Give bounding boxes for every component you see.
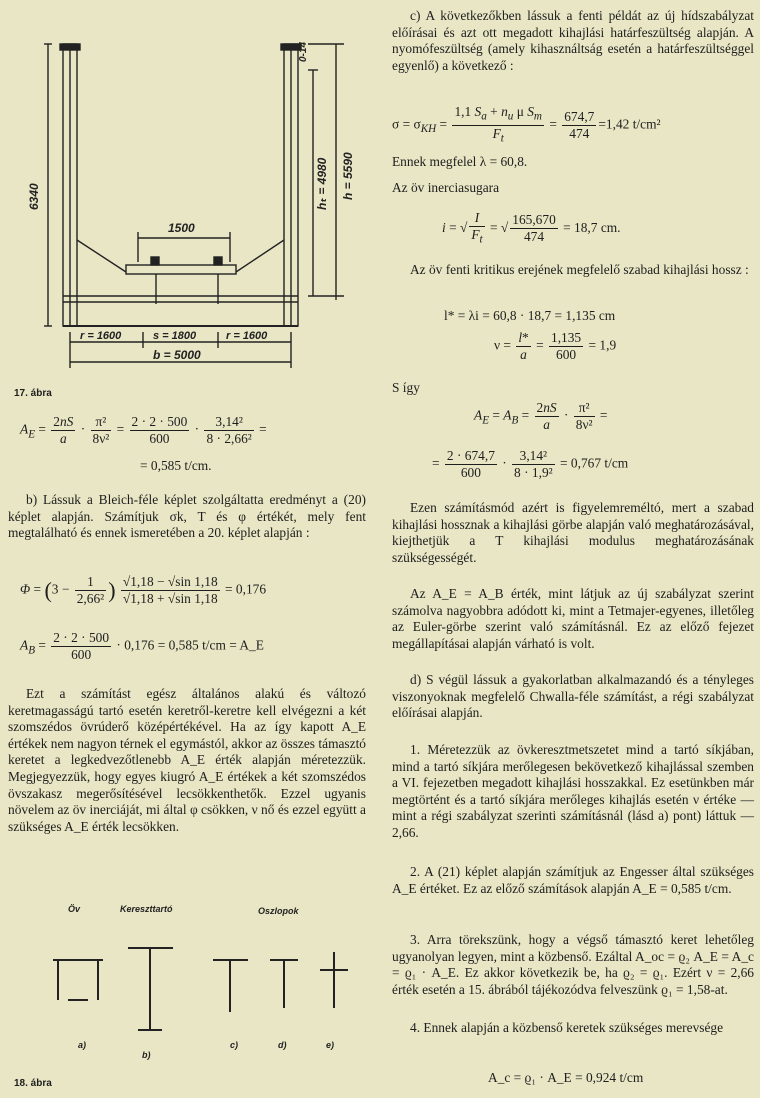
inertia-intro: Az öv inerciasugara	[392, 180, 500, 195]
dim-s: s = 1800	[153, 330, 197, 342]
dim-ht: hₜ = 4980	[315, 157, 329, 210]
dim-h: h = 5590	[341, 152, 355, 200]
paragraph-c: c) A következőkben lássuk a fenti példát az új hídszabályzat előírásai és azt ott megadott kihajlási határfeszültség alapján. A nyomófeszültség (amely kihasználtság esetén a határfeszültséggel egyenlő) a következő :	[392, 8, 754, 73]
paragraph-crit: Az öv fenti kritikus erejének megfelelő szabad kihajlási hossz :	[410, 262, 749, 277]
equation-final: A_c = ϱ₁ · A_E = 0,924 t/cm	[488, 1070, 644, 1085]
equation-ae-numeric: = $\frac{2 \cdot 674,7}{600}$ · $\frac{\text{3,14²}}{\text{8 · 1,9²}}$ = 0,767 t/cm	[432, 448, 629, 480]
figure-18-sections-drawing	[8, 900, 368, 1070]
nu-result: = 1,9	[588, 337, 617, 353]
fig18-label-a: a)	[78, 1040, 87, 1050]
dim-top: 0-14	[298, 41, 309, 62]
figure-17-frame-drawing	[8, 0, 368, 380]
fig18-label-ov: Öv	[68, 904, 81, 914]
s-igy: S így	[392, 380, 420, 395]
ae-result: = 0,767 t/cm	[560, 455, 629, 471]
equation-ab: $A_B$ = $\frac{2 \cdot 2 \cdot 500}{600}$ · 0,176 = 0,585 t/cm = A_E	[20, 630, 264, 662]
paragraph-d: d) S végül lássuk a gyakorlatban alkalmazandó és a tényleges viszonyoknak megfelelő Chwalla-féle számítást, a régi szabályzat előírásai alapján.	[392, 672, 754, 721]
paragraph-main: Ezt a számítást egész általános alakú és változó keretmagasságú tartó esetén keretről-keretre kell elvégezni a két szomszédos övrúderő középértékével. Ha az így kapott A_E értékek nem nagyon térnek el egymástól, akkor az összes támasztó keretet a legkedvezőtlenebb A_E érték alapján méretezzük. Megjegyezzük, hogy egyes kiugró A_E értékek a két szomszédos övszakasz megerősítésével lecsökkenthetők. Ezzel ugyanis növelem az öv inerciáját, mi által φ csökken, ν nő és ezzel együtt a szükséges A_E érték lecsökken.	[8, 686, 366, 834]
dim-1500: 1500	[168, 221, 195, 235]
item-2: 2. A (21) képlet alapján számítjuk az Engesser által szükséges A_E értéket. Ez az előző számítások alapján A_E = 0,585 t/cm.	[392, 864, 754, 896]
dim-r2: r = 1600	[226, 330, 268, 342]
fig18-label-e: e)	[326, 1040, 335, 1050]
ab-result: · 0,176 = 0,585 t/cm = A_E	[116, 637, 264, 653]
fig18-label-kereszttarto: Kereszttartó	[120, 904, 173, 914]
fig18-label-oszlopok: Oszlopok	[258, 906, 299, 916]
item-3: 3. Arra törekszünk, hogy a végső támasztó keret lehetőleg ugyanolyan legyen, mint a közbenső. Ezáltal A_oc = ϱ₂ A_E = A_c = ϱ₁ · A_E. Ez akkor következik be, ha ϱ₂ = ϱ₁. Ezért ν = 2,66 érték esetén a 15. ábrából tájékozódva felveszünk ϱ₁ = 1,58-at.	[392, 932, 754, 997]
i-result: = 18,7 cm.	[563, 219, 621, 235]
phi-result: = 0,176	[225, 581, 267, 597]
equation-phi: Φ = (3 − $\frac{1}{\text{2,66²}}$ ) $\frac{√1,18 - √\sin 1,18}{√1,18 + √\sin 1,18}$ = 0,176	[20, 574, 267, 606]
equation-sigma: $\sigma = \sigma_{KH}$ = $\frac{1,1 S_a + n_u \mu S_m}{F_t}$ = $\frac{674,7}{474}$ =1,42 t/cm²	[392, 104, 661, 145]
equation-ae-ab: $A_E = A_B$ = $\frac{2nS}{a}$ · $\frac{\text{π²}}{\text{8ν²}}$ =	[474, 400, 608, 432]
figure-17-caption: 17. ábra	[14, 388, 52, 399]
dim-total-height: 6340	[27, 183, 41, 210]
item-4: 4. Ennek alapján a közbenső keretek szükséges merevsége	[410, 1020, 724, 1035]
equation-l: l* = λi = 60,8 · 18,7 = 1,135 cm	[444, 308, 616, 323]
fig18-label-d: d)	[278, 1040, 287, 1050]
paragraph-compare: Az A_E = A_B érték, mint látjuk az új szabályzat szerint számolva nagyobbra adódott ki, mint a Tetmajer-egyenes, illetőleg az Euler-görbe szerint való számításnál. Ez az előző fejezet megállapításai alapján várható is volt.	[392, 586, 754, 651]
sigma-result: =1,42 t/cm²	[598, 116, 661, 132]
fig18-label-b: b)	[142, 1050, 151, 1060]
dim-b: b = 5000	[153, 348, 201, 362]
equation-i: i = √ $\frac{I}{F_t}$ = √ $\frac{165,670}{474}$ = 18,7 cm.	[442, 210, 621, 246]
item-1: 1. Méretezzük az övkeresztmetszetet mind a tartó síkjában, mind a tartó síkjára merőlegesen bekövetkező kihajlással szemben a VI. fejezetben megadott kihajlási hosszakkal. Ez esetünkben már megtörtént és a tartó síkjára merőleges kihajlás esetén ν értéke — mint a régi szabályzat szerinti számításnál (lásd a) pont) láttuk — 2,66.	[392, 742, 754, 840]
equation-nu: ν = $\frac{l*}{a}$ = $\frac{1,135}{600}$ = 1,9	[494, 330, 617, 362]
paragraph-b: b) Lássuk a Bleich-féle képlet szolgáltatta eredményt a (20) képlet alapján. Számítjuk σk, T és φ értékét, mely fent megtalálható és ennek ismeretében a 20. képlet alapján :	[8, 492, 366, 541]
equation-ae: $A_E$ = $\frac{2nS}{a}$ · $\frac{\text{π²}}{\text{8ν²}}$ = $\frac{2 \cdot 2 \cdot 500}{600}$ · $\frac{\text{3,14²}}{\text{8 · 2,66²}}$ =	[20, 414, 267, 446]
lambda-line: Ennek megfelel λ = 60,8.	[392, 154, 528, 169]
fig18-label-c: c)	[230, 1040, 239, 1050]
dim-r1: r = 1600	[80, 330, 122, 342]
equation-ae-result: = 0,585 t/cm.	[140, 458, 212, 473]
figure-18-caption: 18. ábra	[14, 1078, 52, 1089]
paragraph-method: Ezen számításmód azért is figyelemreméltó, mert a szabad kihajlási hossznak a kihajlási görbe alapján való meghatározásával, kiejthetjük a T kihajlási modulus meghatározásának szükségességét.	[392, 500, 754, 565]
